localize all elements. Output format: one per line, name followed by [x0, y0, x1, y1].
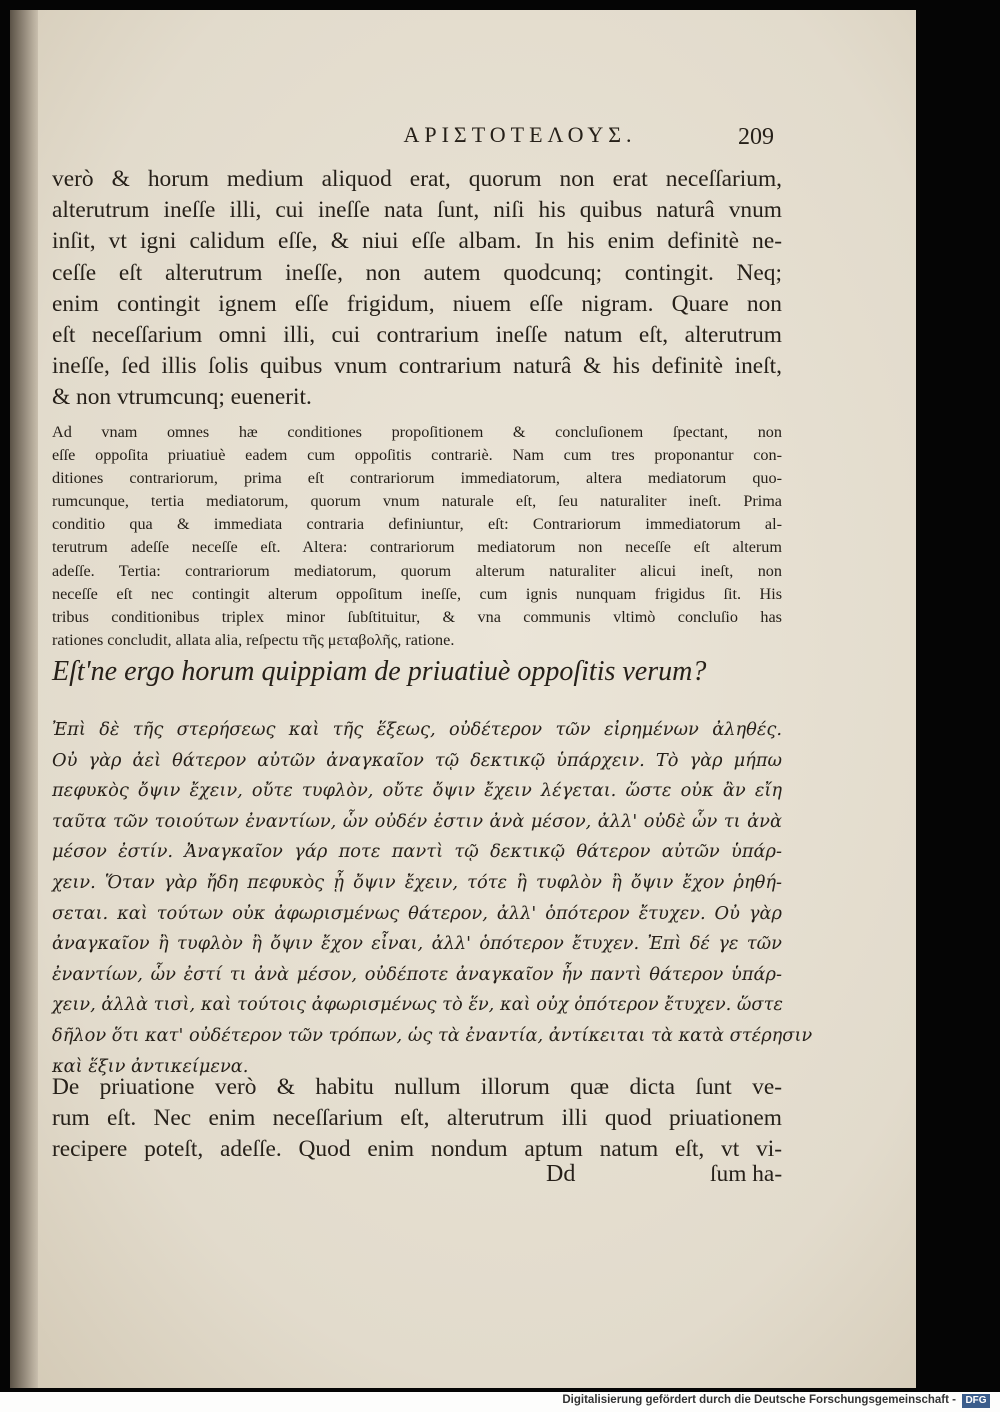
commentary-line: adeſſe. Tertia: contrariorum mediatorum, quorum alterum naturaliter alicui ineſt, non [52, 561, 782, 580]
commentary-line: tribus conditionibus triplex minor ſubſtituitur, & vna communis vltimò concluſio has [52, 607, 782, 626]
commentary-line: ditiones contrariorum, prima eſt contrariorum immediatorum, altera mediatorum quo- [52, 469, 782, 488]
book-spine-edge [10, 10, 38, 1388]
text-line: enim contingit ignem eſſe frigidum, niuem eſſe nigram. Quare non [52, 290, 782, 317]
latin-paragraph [52, 1072, 782, 1164]
latin-line: rum eſt. Nec enim neceſſarium eſt, alterutrum illi quod priuationem [52, 1104, 782, 1131]
greek-line: δῆλον ὅτι κατ' οὐδέτερον τῶν τρόπων, ὡς τὰ ἐναντία, ἀντίκειται τὰ κατὰ στέρησιν [52, 1024, 813, 1046]
greek-line: ἐναντίων, ὧν ἐστί τι ἀνὰ μέσον, οὐδέποτε ἀναγκαῖον ἦν παντὶ θάτερον ὑπάρ- [52, 963, 782, 985]
commentary-line: terutrum adeſſe neceſſe eſt. Altera: contrariorum mediatorum non neceſſe eſt alterum [52, 538, 782, 557]
greek-line: Οὐ γὰρ ἀεὶ θάτερον αὐτῶν ἀναγκαῖον τῷ δεκτικῷ ὑπάρχειν. Τὸ γὰρ μήπω [52, 749, 782, 771]
page-number: 209 [738, 124, 774, 150]
latin-line: De priuatione verò & habitu nullum illorum quæ dicta ſunt ve- [52, 1074, 782, 1100]
text-line: alterutrum ineſſe illi, cui ineſſe nata ſunt, niſi his quibus naturâ vnum [52, 197, 782, 224]
section-heading: Eſt'ne ergo horum quippiam de priuatiuè oppoſitis verum? [52, 656, 707, 687]
greek-line: ἀναγκαῖον ἢ τυφλὸν ἢ ὄψιν ἔχον εἶναι, ἀλλ' ὁπότερον ἔτυχεν. Ἐπὶ δέ γε τῶν [52, 933, 782, 955]
running-head: ΑΡΙΣΤΟΤΕΛΟΥΣ. [403, 122, 637, 147]
book-page [10, 10, 916, 1388]
greek-paragraph [52, 715, 813, 1082]
dfg-logo-icon[interactable]: DFG [962, 1394, 990, 1408]
commentary-line: rationes concludit, allata alia, reſpectu τῆς μεταβολῆς, ratione. [52, 630, 455, 649]
greek-line: χειν. Ὅταν γὰρ ἤδη πεφυκὸς ᾖ ὄψιν ἔχειν, τότε ἢ τυφλὸν ἢ ὄψιν ἔχον ῥηθή- [52, 871, 782, 893]
text-line: eſt neceſſarium omni illi, cui contrarium ineſſe natum eſt, alterutrum [52, 321, 782, 348]
greek-line: ταῦτα τῶν τοιούτων ἐναντίων, ὧν οὐδέν ἐστιν ἀνὰ μέσον, ἀλλ' οὐδὲ ὧν τι ἀνὰ [52, 810, 782, 832]
signature-mark: Dd [546, 1161, 576, 1187]
commentary-line: eſſe oppoſita priuatiuè eadem cum oppoſitis contrariè. Nam cum tres proponantur con- [52, 446, 782, 465]
commentary-paragraph [52, 421, 782, 652]
commentary-line: conditio qua & immediata contraria definiuntur, eſt: Contrariorum immediatorum al- [52, 515, 782, 534]
latin-line: recipere poteſt, adeſſe. Quod enim nondum aptum natum eſt, vt vi- [52, 1135, 782, 1162]
commentary-line: neceſſe eſt nec contingit alterum oppoſitum ineſſe, cum ignis nunquam frigidus ſit. His [52, 584, 782, 603]
catchword: ſum ha- [710, 1161, 783, 1187]
greek-line: μέσον ἐστίν. Ἀναγκαῖον γάρ ποτε παντὶ τῷ δεκτικῷ θάτερον αὐτῶν ὑπάρ- [52, 841, 782, 863]
digitization-credit: Digitalisierung gefördert durch die Deutsche Forschungsgemeinschaft - [562, 1394, 956, 1406]
greek-line: χειν, ἀλλὰ τισὶ, καὶ τούτοις ἀφωρισμένως τὸ ἕν, καὶ οὐχ ὁπότερον ἔτυχεν. ὥστε [52, 994, 783, 1016]
text-line: inſit, vt igni calidum eſſe, & niui eſſe albam. In his enim definitè ne- [52, 228, 782, 255]
commentary-line: rumcunque, tertia mediatorum, quorum vnum naturale eſt, ſeu naturaliter ineſt. Prima [52, 492, 782, 511]
text-line: & non vtrumcunq; euenerit. [52, 384, 312, 411]
greek-line: σεται. καὶ τούτων οὐκ ἀφωρισμένως θάτερον, ἀλλ' ὁπότερον ἔτυχεν. Οὐ γὰρ [52, 902, 782, 924]
text-line: ceſſe eſt alterutrum ineſſe, non autem quodcunq; contingit. Neq; [52, 259, 782, 286]
greek-line: Ἐπὶ δὲ τῆς στερήσεως καὶ τῆς ἕξεως, οὐδέτερον τῶν εἰρημένων ἀληθές. [52, 719, 782, 740]
greek-line: πεφυκὸς ὄψιν ἔχειν, οὔτε τυφλὸν, οὔτε ὄψιν ἔχειν λέγεται. ὥστε οὐκ ἂν εἴη [52, 780, 782, 802]
text-line: ineſſe, ſed illis ſolis quibus vnum contrarium naturâ & his definitè ineſt, [52, 353, 782, 380]
commentary-line: Ad vnam omnes hæ conditiones propoſitionem & concluſionem ſpectant, non [52, 423, 782, 441]
text-line: verò & horum medium aliquod erat, quorum non erat neceſſarium, [52, 166, 782, 192]
greek-line: καὶ ἕξιν ἀντικείμενα. [52, 1055, 249, 1077]
main-paragraph [52, 164, 782, 414]
